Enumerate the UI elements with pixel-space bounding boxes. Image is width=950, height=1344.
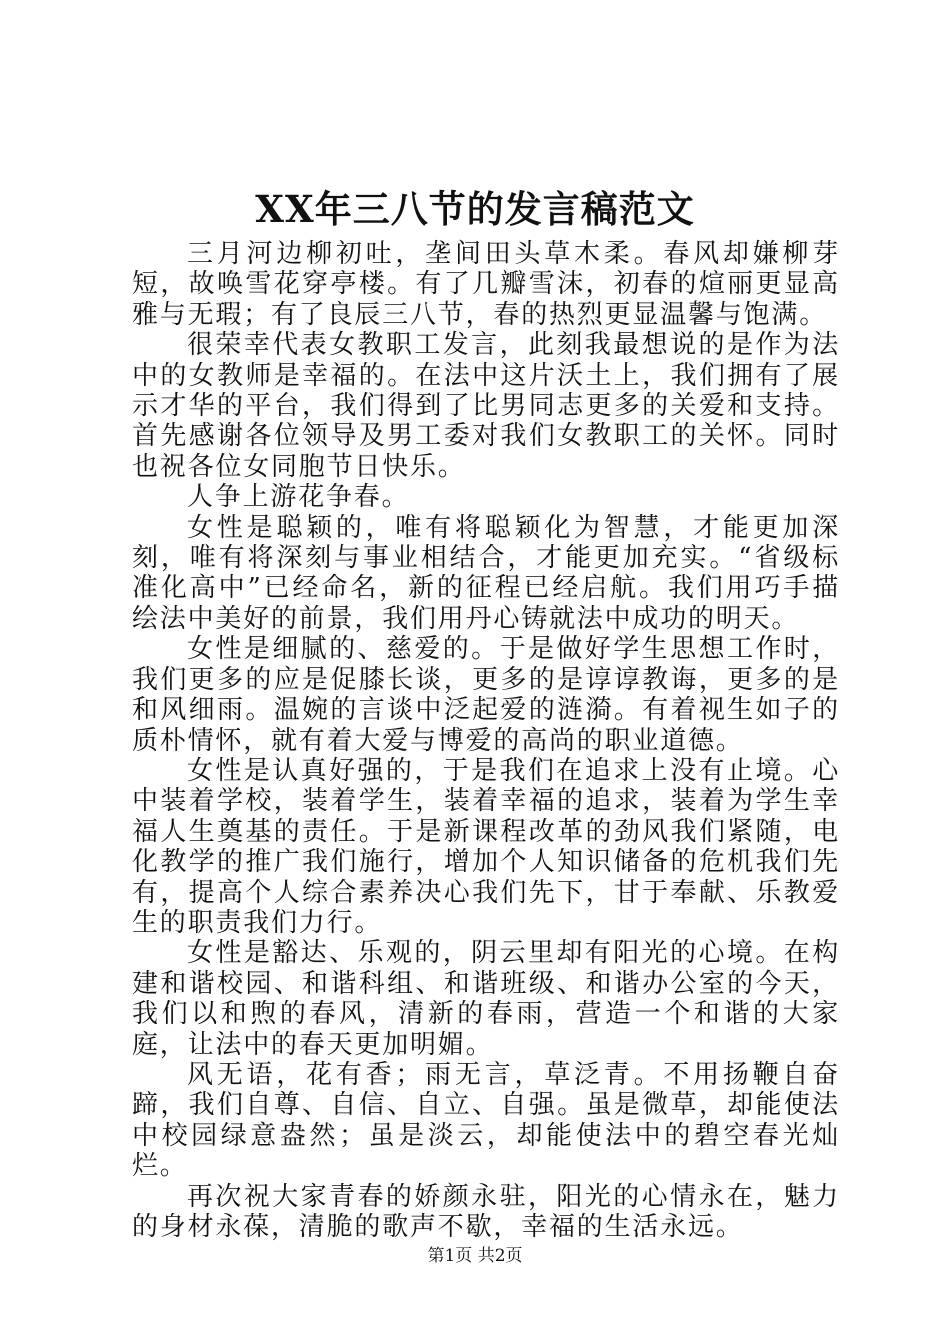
paragraph: 三月河边柳初吐，垄间田头草木柔。春风却嫌柳芽短，故唤雪花穿亭楼。有了几瓣雪沫，初春的煊丽更显高雅与无瑕；有了良辰三八节，春的热烈更显温馨与饱满。 bbox=[132, 239, 840, 330]
paragraph: 女性是认真好强的，于是我们在追求上没有止境。心中装着学校，装着学生，装着幸福的追求，装着为学生幸福人生奠基的责任。于是新课程改革的劲风我们紧随，电化教学的推广我们施行，增加个人知识储备的危机我们先有，提高个人综合素养决心我们先下，甘于奉献、乐教爱生的职责我们力行。 bbox=[132, 755, 840, 938]
page-number-footer: 第1页 共2页 bbox=[427, 1246, 523, 1266]
paragraph: 很荣幸代表女教职工发言，此刻我最想说的是作为法中的女教师是幸福的。在法中这片沃土上，我们拥有了展示才华的平台，我们得到了比男同志更多的关爱和支持。首先感谢各位领导及男工委对我们女教职工的关怀。同时也祝各位女同胞节日快乐。 bbox=[132, 330, 840, 482]
paragraph: 风无语，花有香；雨无言，草泛青。不用扬鞭自奋蹄，我们自尊、自信、自立、自强。虽是微草，却能使法中校园绿意盎然；虽是淡云，却能使法中的碧空春光灿烂。 bbox=[132, 1059, 840, 1182]
paragraph: 再次祝大家青春的娇颜永驻，阳光的心情永在，魅力的身材永葆，清脆的歌声不歇，幸福的生活永远。 bbox=[132, 1181, 840, 1242]
document-body bbox=[132, 239, 840, 1242]
document-title: XX年三八节的发言稿范文 bbox=[255, 187, 695, 231]
paragraph: 女性是聪颖的，唯有将聪颖化为智慧，才能更加深刻，唯有将深刻与事业相结合，才能更加充实。“省级标准化高中”已经命名，新的征程已经启航。我们用巧手描绘法中美好的前景，我们用丹心铸就法中成功的明天。 bbox=[132, 512, 840, 634]
paragraph: 人争上游花争春。 bbox=[187, 482, 410, 513]
paragraph: 女性是豁达、乐观的，阴云里却有阳光的心境。在构建和谐校园、和谐科组、和谐班级、和谐办公室的今天，我们以和煦的春风，清新的春雨，营造一个和谐的大家庭，让法中的春天更加明媚。 bbox=[132, 938, 840, 1060]
paragraph: 女性是细腻的、慈爱的。于是做好学生思想工作时，我们更多的应是促膝长谈，更多的是谆谆教诲，更多的是和风细雨。温婉的言谈中泛起爱的涟漪。有着视生如子的质朴情怀，就有着大爱与博爱的高尚的职业道德。 bbox=[132, 634, 840, 756]
